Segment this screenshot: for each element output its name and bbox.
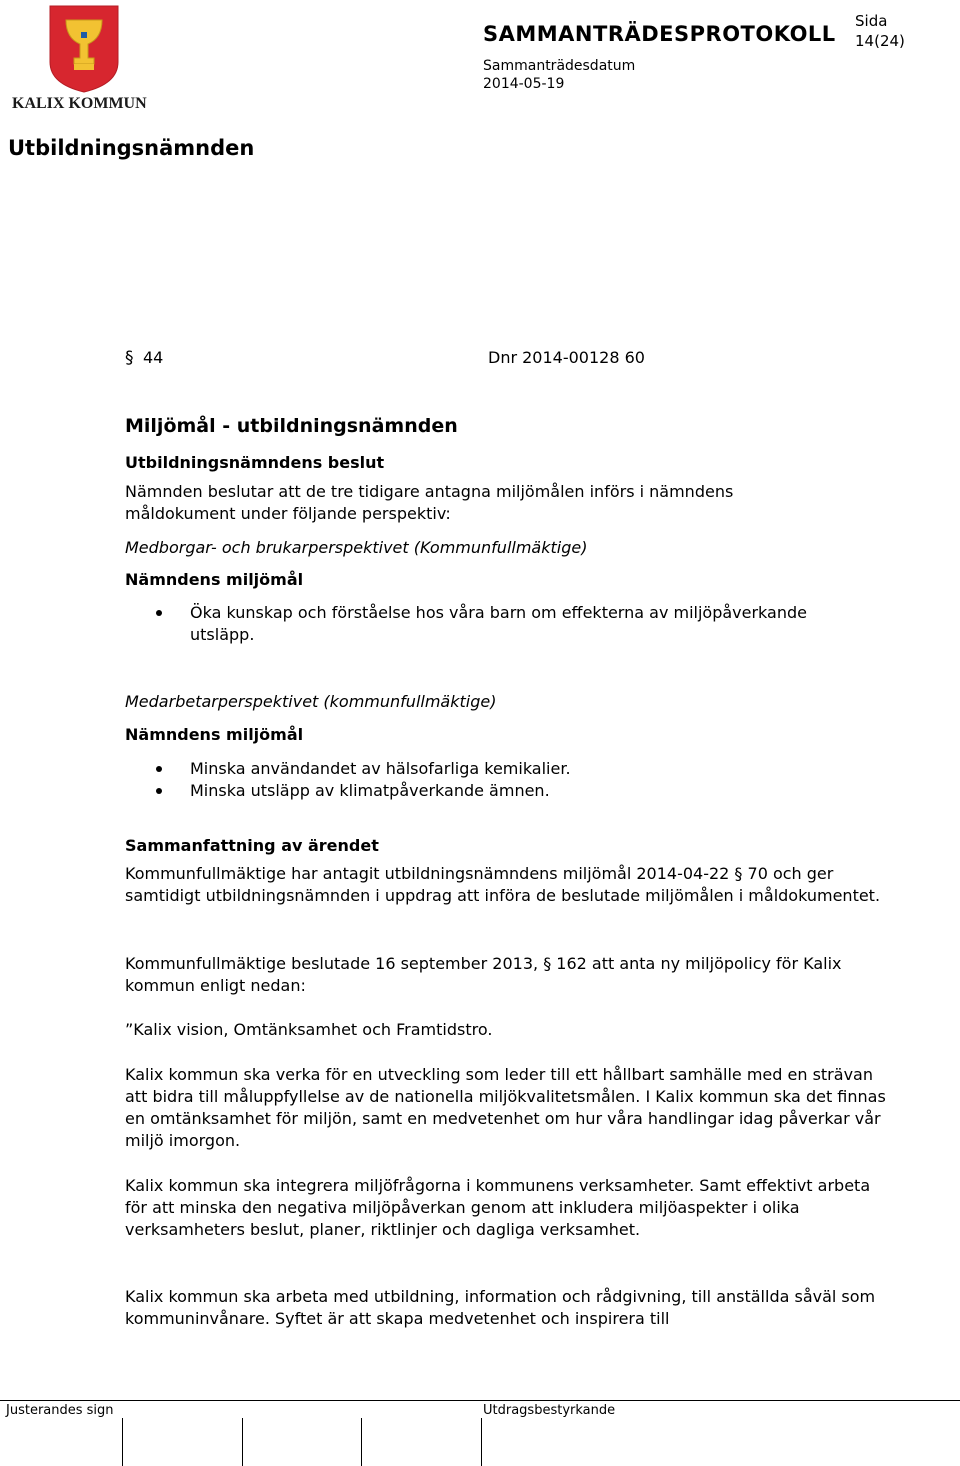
meeting-date: 2014-05-19 (483, 76, 565, 92)
policy-paragraph-2: Kalix kommun ska integrera miljöfrågorna i kommunens verksamheter. Samt effektivt arbeta för att minska den negativa miljöpåverkan genom att inkludera miljöaspekter i olika verksamheters beslut, planer, riktlinjer och dagliga verksamhet. (125, 1176, 871, 1239)
goals-heading-1: Nämndens miljömål (125, 570, 304, 589)
document-title: SAMMANTRÄDESPROTOKOLL (483, 22, 836, 46)
section-title: Miljömål - utbildningsnämnden (125, 415, 458, 437)
policy-quote-start: ”Kalix vision, Omtänksamhet och Framtidstro. (125, 1020, 493, 1039)
summary-paragraph-1: Kommunfullmäktige har antagit utbildningsnämndens miljömål 2014-04-22 § 70 och ger samtidigt utbildningsnämnden i uppdrag att införa de beslutade miljömålen i måldokumentet. (125, 864, 881, 905)
signature-box-divider (122, 1418, 123, 1466)
list-item: Minska användandet av hälsofarliga kemikalier. (125, 758, 845, 780)
section-number: 44 (143, 348, 164, 367)
perspective-citizens: Medborgar- och brukarperspektivet (Kommunfullmäktige) (125, 538, 588, 557)
signature-box-divider (481, 1418, 482, 1466)
committee-name: Utbildningsnämnden (8, 136, 255, 160)
decision-heading: Utbildningsnämndens beslut (125, 453, 385, 472)
case-number: Dnr 2014-00128 60 (488, 348, 645, 367)
page-label: Sida (855, 12, 888, 30)
adjuster-signature-label: Justerandes sign (6, 1403, 114, 1418)
municipality-name: KALIX KOMMUN (12, 95, 147, 112)
coat-of-arms-icon (10, 4, 160, 114)
perspective-employees: Medarbetarperspektivet (kommunfullmäktige) (125, 692, 497, 711)
page-number: 14(24) (855, 32, 905, 50)
decision-text: Nämnden beslutar att de tre tidigare antagna miljömålen införs i nämndens måldokument under följande perspektiv: (125, 482, 734, 523)
goals-list-2 (125, 758, 845, 802)
meeting-date-label: Sammanträdesdatum (483, 58, 636, 74)
list-item: Minska utsläpp av klimatpåverkande ämnen. (125, 780, 845, 802)
summary-paragraph-2: Kommunfullmäktige beslutade 16 september 2013, § 162 att anta ny miljöpolicy för Kalix kommun enligt nedan: (125, 954, 842, 995)
signature-box-divider (242, 1418, 243, 1466)
municipality-logo (10, 4, 160, 114)
footer-divider (0, 1400, 960, 1401)
goals-list-1 (125, 602, 845, 646)
list-item: Öka kunskap och förståelse hos våra barn om effekterna av miljöpåverkande utsläpp. (125, 602, 845, 646)
summary-heading: Sammanfattning av ärendet (125, 836, 379, 855)
goals-heading-2: Nämndens miljömål (125, 725, 304, 744)
policy-paragraph-3: Kalix kommun ska arbeta med utbildning, information och rådgivning, till anställda såväl som kommuninvånare. Syftet är att skapa medvetenhet och inspirera till (125, 1287, 876, 1328)
policy-paragraph-1: Kalix kommun ska verka för en utveckling som leder till ett hållbart samhälle med en strävan att bidra till måluppfyllelse av de nationella miljökvalitetsmålen. I Kalix kommun ska det finnas en omtänksamhet för miljön, samt en medvetenhet om hur våra handlingar idag påverkar vår miljö imorgon. (125, 1065, 886, 1150)
extract-certification-label: Utdragsbestyrkande (483, 1403, 616, 1418)
signature-box-divider (361, 1418, 362, 1466)
section-symbol: § (125, 348, 134, 368)
